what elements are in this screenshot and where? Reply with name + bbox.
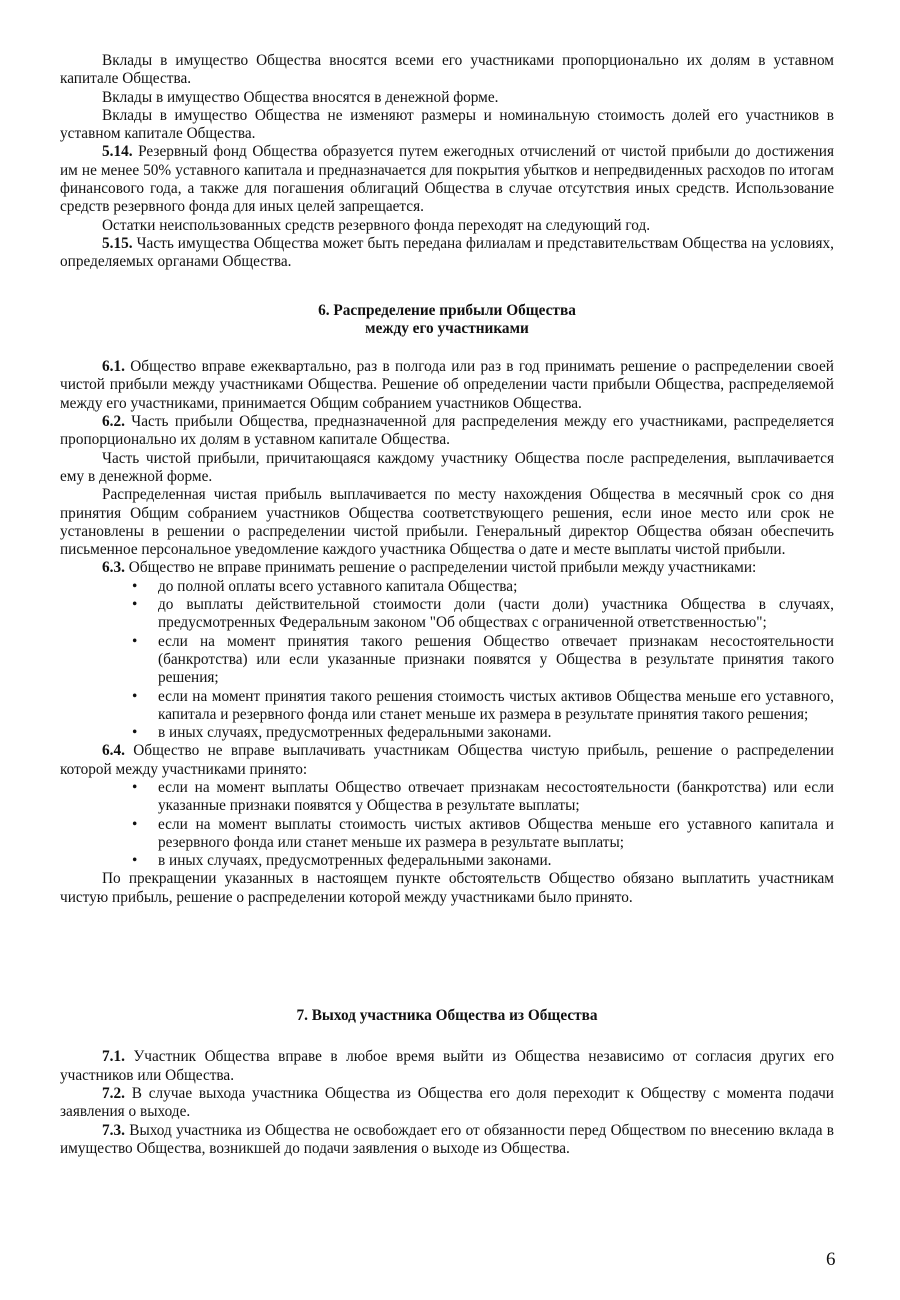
section-6-title-line1: 6. Распределение прибыли Общества (318, 301, 576, 319)
clause-7-3 (60, 1122, 834, 1159)
clause-6-4 (60, 742, 834, 779)
paragraph-profit-share-payment: Часть чистой прибыли, причитающаяся каждому участнику Общества после распределения, выплачивается ему в денежной форме. (60, 449, 834, 485)
clause-number: 6.2. (102, 413, 125, 431)
clause-7-1 (60, 1048, 834, 1085)
list-item-text: если на момент выплаты Общество отвечает признакам несостоятельности (банкротства) или если указанные признаки появятся у Общества в результате выплаты; (158, 778, 834, 815)
list-item-text: в иных случаях, предусмотренных федеральными законами. (158, 724, 552, 742)
bullet-marker: • (132, 724, 138, 742)
list-item (60, 596, 834, 633)
bullet-marker: • (132, 852, 138, 870)
bullet-marker: • (132, 815, 138, 833)
list-item (60, 724, 834, 742)
paragraph-reserve-remainder: Остатки неиспользованных средств резервного фонда переходят на следующий год. (102, 216, 651, 234)
list-item-text: в иных случаях, предусмотренных федеральными законами. (158, 852, 552, 870)
clause-text: В случае выхода участника Общества из Общества его доля переходит к Обществу с момента подачи заявления о выходе. (60, 1084, 834, 1121)
clause-7-2 (60, 1085, 834, 1122)
clause-6-4-list (60, 779, 834, 870)
list-item-text: до полной оплаты всего уставного капитала Общества; (158, 577, 518, 595)
clause-5-15 (60, 235, 834, 272)
paragraph-contributions-proportional: Вклады в имущество Общества вносятся всеми его участниками пропорционально их долям в уставном капитале Общества. (60, 52, 834, 88)
list-item (60, 816, 834, 853)
clause-text: Часть имущества Общества может быть передана филиалам и представительствам Общества на условиях, определяемых органами Общества. (60, 234, 834, 271)
clause-6-1 (60, 358, 834, 413)
list-item-text: если на момент принятия такого решения Общество отвечает признакам несостоятельности (банкротства) или если указанные признаки появятся у Общества в результате принятия такого решения; (158, 632, 834, 687)
clause-6-2 (60, 413, 834, 450)
paragraph-contributions-monetary: Вклады в имущество Общества вносятся в денежной форме. (102, 88, 499, 106)
paragraph-profit-payment-terms: Распределенная чистая прибыль выплачивается по месту нахождения Общества в месячный срок со дня принятия Общим собранием участников Общества соответствующего решения, если иное место или срок не установлены в решении о распределении чистой прибыли. Генеральный директор Общества обязан обеспечить письменное персональное уведомление каждого участника Общества о дате и месте выплаты чистой прибыли. (60, 486, 834, 559)
section-6-title-line2: между его участниками (365, 319, 529, 337)
paragraph-contributions-shares: Вклады в имущество Общества не изменяют размеры и номинальную стоимость долей его участников в уставном капитале Общества. (60, 106, 834, 143)
clause-number: 5.14. (102, 143, 133, 161)
clause-number: 5.15. (102, 234, 133, 252)
clause-5-14 (60, 143, 834, 216)
clause-number: 6.1. (102, 358, 125, 376)
clause-number: 7.2. (102, 1084, 125, 1102)
clause-text: Часть прибыли Общества, предназначенной для распределения между его участниками, распределяется пропорционально их долям в уставном капитале Общества. (60, 413, 834, 449)
clause-text: Общество вправе ежеквартально, раз в полгода или раз в год принимать решение о распределении своей чистой прибыли между участниками Общества. Решение об определении части прибыли Общества, распределяемой между его участниками, принимается Общим собранием участников Общества. (60, 358, 834, 412)
bullet-marker: • (132, 778, 138, 796)
clause-6-3 (60, 559, 834, 577)
list-item (60, 688, 834, 725)
clause-text: Общество не вправе выплачивать участникам Общества чистую прибыль, решение о распределении которой между участниками принято: (60, 742, 834, 778)
clause-number: 6.4. (102, 742, 125, 760)
list-item-text: если на момент выплаты стоимость чистых активов Общества меньше его уставного капитала и резервного фонда или станет меньше их размера в результате выплаты; (158, 815, 834, 851)
clause-number: 7.3. (102, 1121, 125, 1139)
clause-text: Общество не вправе принимать решение о распределении чистой прибыли между участниками: (124, 559, 757, 577)
clause-number: 6.3. (102, 559, 125, 577)
bullet-marker: • (132, 632, 138, 650)
paragraph-payment-obligation: По прекращении указанных в настоящем пункте обстоятельств Общество обязано выплатить участникам чистую прибыль, решение о распределении которой между участниками было принято. (60, 870, 834, 906)
list-item (60, 779, 834, 816)
page-number: 6 (826, 1249, 836, 1270)
list-item-text: до выплаты действительной стоимости доли (части доли) участника Общества в случаях, предусмотренных Федеральным законом "Об обществах с ограниченной ответственностью"; (158, 596, 834, 632)
clause-text: Выход участника из Общества не освобождает его от обязанности перед Обществом по внесению вклада в имущество Общества, возникшей до подачи заявления о выходе из Общества. (60, 1121, 834, 1157)
section-7-title: 7. Выход участника Общества из Общества (296, 1007, 598, 1025)
bullet-marker: • (132, 596, 138, 614)
bullet-marker: • (132, 577, 138, 595)
list-item (60, 578, 834, 596)
clause-text: Участник Общества вправе в любое время выйти из Общества независимо от согласия других его участников или Общества. (60, 1048, 834, 1084)
section-6-title (60, 302, 834, 339)
list-item-text: если на момент принятия такого решения стоимость чистых активов Общества меньше его уставного, капитала и резервного фонда или станет меньше их размера в результате принятия такого решения; (158, 687, 834, 723)
bullet-marker: • (132, 687, 138, 705)
clause-number: 7.1. (102, 1048, 125, 1066)
list-item (60, 852, 834, 870)
list-item (60, 633, 834, 688)
clause-text: Резервный фонд Общества образуется путем ежегодных отчислений от чистой прибыли до достижения им не менее 50% уставного капитала и предназначается для покрытия убытков и непредвиденных расходов по итогам финансового года, а также для погашения облигаций Общества в случае отсутствия иных средств. Использование средств резервного фонда для иных целей запрещается. (60, 143, 834, 216)
clause-6-3-list (60, 578, 834, 743)
